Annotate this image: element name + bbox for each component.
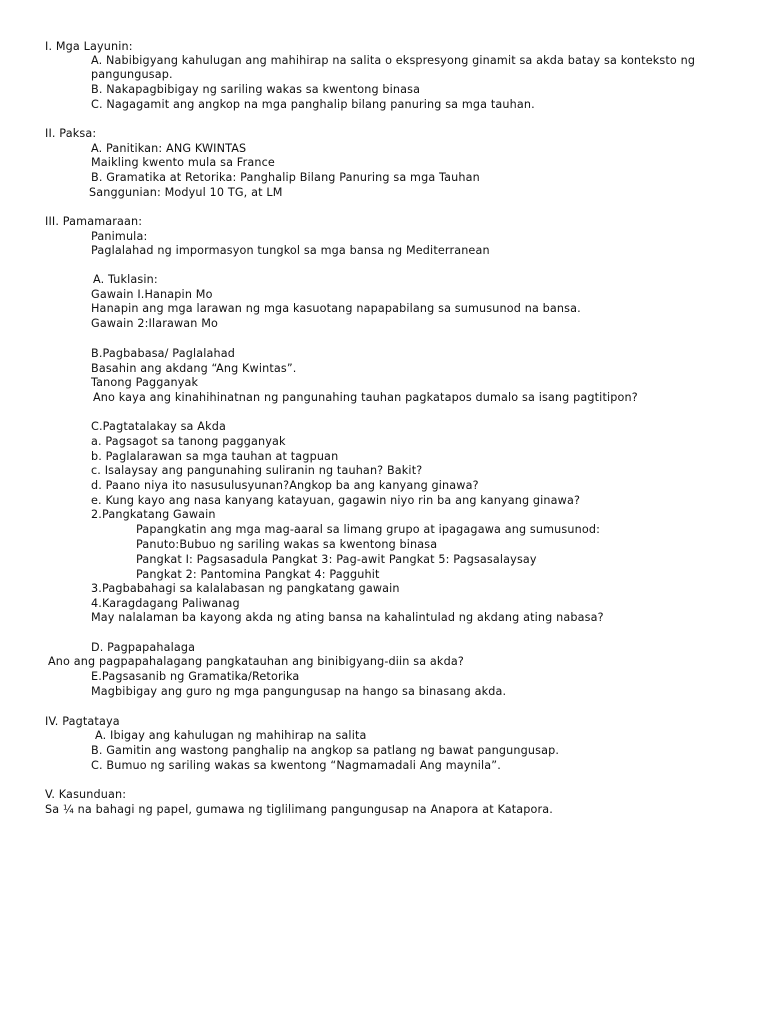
pagtatalakay-item-a: a. Pagsagot sa tanong pagganyak: [91, 435, 286, 448]
pagbabasa-question: Ano kaya ang kinahihinatnan ng pangunahing tauhan pagkatapos dumalo sa isang pagtitipon?: [93, 391, 638, 404]
pagbabasa-line1: Basahin ang akdang “Ang Kwintas”.: [91, 362, 297, 375]
gawain-2-title: Gawain 2:Ilarawan Mo: [91, 317, 219, 330]
karagdagang-paliwanag-text: May nalalaman ba kayong akda ng ating bansa na kahalintulad ng akdang ating nabasa?: [91, 611, 604, 624]
pagtatalakay-item-c: c. Isalaysay ang pangunahing suliranin ng tauhan? Bakit?: [91, 464, 423, 477]
pagbabahagi-item: 3.Pagbabahagi sa kalalabasan ng pangkatang gawain: [91, 582, 400, 595]
objective-c: C. Nagagamit ang angkop na mga panghalip bilang panuring sa mga tauhan.: [91, 98, 535, 111]
karagdagang-paliwanag-heading: 4.Karagdagang Paliwanag: [91, 597, 240, 610]
pagpapahalaga-text: Ano ang pagpapahalagang pangkatauhan ang binibigyang-diin sa akda?: [48, 655, 464, 668]
tuklasin-heading: A. Tuklasin:: [93, 273, 158, 286]
pangkatang-gawain-groups-2: Pangkat 2: Pantomina Pangkat 4: Pagguhit: [136, 568, 380, 581]
pagtatalakay-item-e: e. Kung kayo ang nasa kanyang katayuan, gagawin niyo rin ba ang kanyang ginawa?: [91, 494, 581, 507]
pagtataya-item-c: C. Bumuo ng sariling wakas sa kwentong “Nagmamadali Ang maynila”.: [91, 759, 501, 772]
topic-panitikan: A. Panitikan: ANG KWINTAS: [91, 142, 247, 155]
section-heading-kasunduan: V. Kasunduan:: [45, 788, 127, 801]
pagtataya-item-b: B. Gamitin ang wastong panghalip na angkop sa patlang ng bawat pangungusap.: [91, 744, 560, 757]
pagtatalakay-heading: C.Pagtatalakay sa Akda: [91, 420, 226, 433]
objective-b: B. Nakapagbibigay ng sariling wakas sa kwentong binasa: [91, 83, 421, 96]
pangkatang-gawain-instruction: Papangkatin ang mga mag-aaral sa limang grupo at ipagagawa ang sumusunod:: [136, 523, 601, 536]
section-heading-pamamaraan: III. Pamamaraan:: [45, 215, 143, 228]
pangkatang-gawain-heading: 2.Pangkatang Gawain: [91, 508, 216, 521]
pagsasanib-heading: E.Pagsasanib ng Gramatika/Retorika: [91, 670, 300, 683]
objective-a-line1: A. Nabibigyang kahulugan ang mahihirap na salita o ekspresyong ginamit sa akda batay sa konteksto ng: [91, 54, 696, 67]
gawain-1-title: Gawain I.Hanapin Mo: [91, 288, 213, 301]
section-heading-layunin: I. Mga Layunin:: [45, 40, 133, 53]
panimula-text: Paglalahad ng impormasyon tungkol sa mga bansa ng Mediterranean: [91, 244, 490, 257]
pagtataya-item-a: A. Ibigay ang kahulugan ng mahihirap na salita: [95, 729, 367, 742]
kasunduan-text: Sa ¼ na bahagi ng papel, gumawa ng tiglilimang pangungusap na Anapora at Katapora.: [45, 803, 553, 816]
pangkatang-gawain-groups-1: Pangkat I: Pagsasadula Pangkat 3: Pag-awit Pangkat 5: Pagsasalaysay: [136, 553, 537, 566]
gawain-1-text: Hanapin ang mga larawan ng mga kasuotang napapabilang sa sumusunod na bansa.: [91, 302, 581, 315]
pagbabasa-heading: B.Pagbabasa/ Paglalahad: [91, 347, 235, 360]
topic-panitikan-desc: Maikling kwento mula sa France: [91, 156, 275, 169]
pagtatalakay-item-b: b. Paglalarawan sa mga tauhan at tagpuan: [91, 450, 339, 463]
pagbabasa-line2: Tanong Pagganyak: [91, 376, 199, 389]
objective-a-line2: pangungusap.: [91, 68, 173, 81]
pagpapahalaga-heading: D. Pagpapahalaga: [91, 641, 196, 654]
topic-sanggunian: Sanggunian: Modyul 10 TG, at LM: [89, 186, 283, 199]
pagtatalakay-item-d: d. Paano niya ito nasusulusyunan?Angkop ba ang kanyang ginawa?: [91, 479, 479, 492]
section-heading-pagtataya: IV. Pagtataya: [45, 715, 120, 728]
pangkatang-gawain-panuto: Panuto:Bubuo ng sariling wakas sa kwentong binasa: [136, 538, 438, 551]
pagsasanib-text: Magbibigay ang guro ng mga pangungusap na hango sa binasang akda.: [91, 685, 507, 698]
panimula-label: Panimula:: [91, 230, 148, 243]
topic-gramatika: B. Gramatika at Retorika: Panghalip Bilang Panuring sa mga Tauhan: [91, 171, 480, 184]
section-heading-paksa: II. Paksa:: [45, 127, 97, 140]
